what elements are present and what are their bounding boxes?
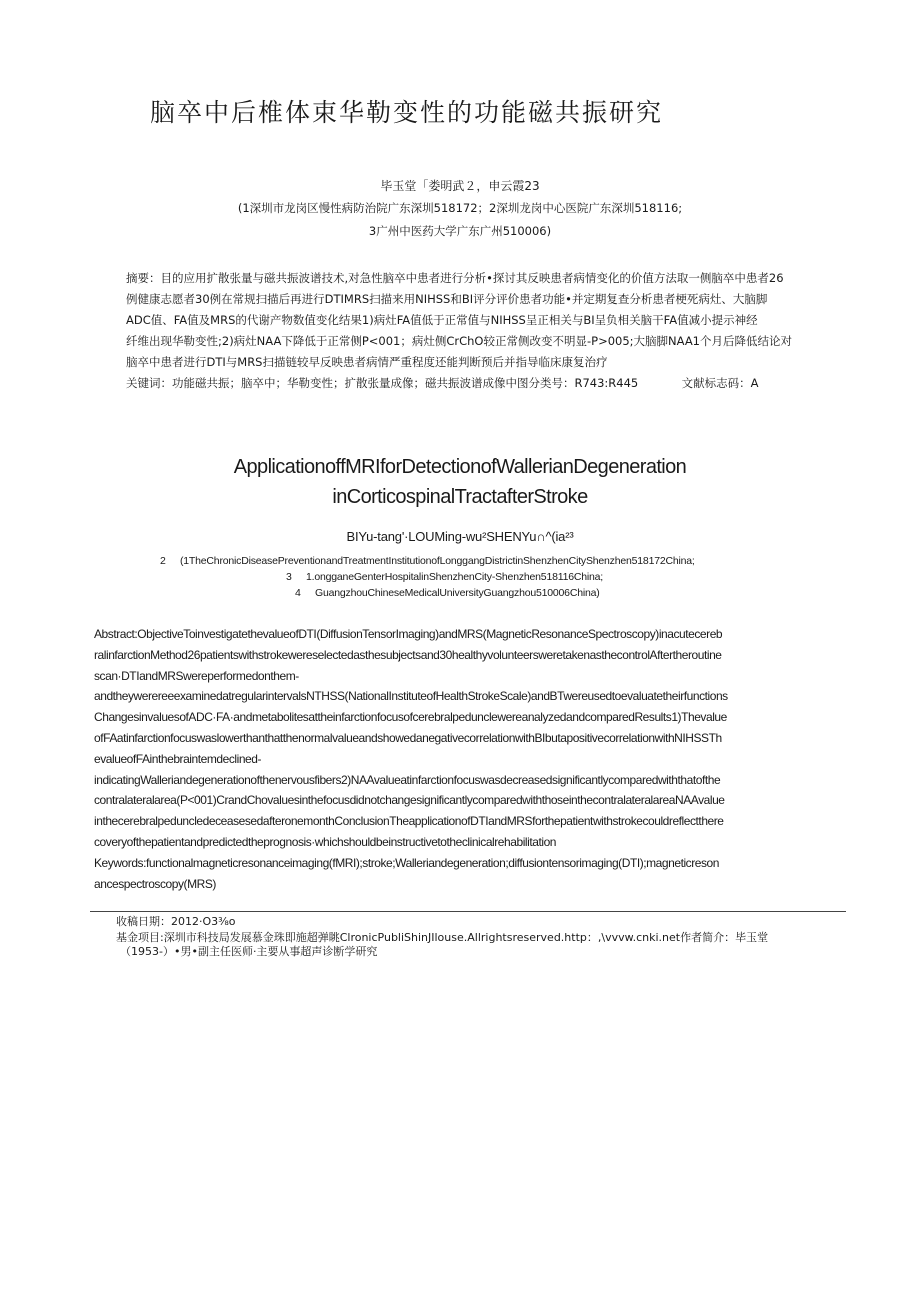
abstract-english-line: contralateralarea(P<001)CrandChovaluesinthefocusdidnotchangesignificantlycomparedwiththoseinthecontralateralareaNAAvalue <box>94 793 725 808</box>
affiliation-number: 3 <box>286 571 292 583</box>
affiliation-number: 2 <box>160 555 166 567</box>
abstract-english-line: ofFAatinfarctionfocuswaslowerthanthatthenormalvalueandshowedanegativecorrelationwithBIbutapositivecorrelationwithNIHSSTh <box>94 730 722 745</box>
abstract-english-line: evalueofFAinthebraintemdeclined- <box>94 751 262 766</box>
keywords-chinese-line <box>126 373 846 394</box>
abstract-english <box>94 624 854 894</box>
abstract-english-line: indicatingWalleriandegenerationofthenervousfibers2)NAAvalueatinfarctionfocuswasdecreasedsignificantlycomparedwiththatofthe <box>94 772 721 787</box>
footnote-author-bio: （1953-）•男•副主任医师·主要从事超声诊断学研究 <box>120 945 378 958</box>
footnote-funding: 基金项目:深圳市科技局发展慕金珠即施超弹眺ClronicPubliShinJIlouse.Allrightsreserved.http：,\vvvw.cnki.net作者简介：毕玉堂 <box>116 931 769 944</box>
abstract-english-line: Abstract:ObjectiveToinvestigatethevalueofDTI(DiffusionTensorImaging)andMRS(MagneticResonanceSpectroscopy)inacutecereb <box>94 627 723 641</box>
abstract-english-line: andtheywereree​examinedatregularintervalsNTHSS(NationalInstituteofHealthStrokeScale)andBTwereusedtoevaluatetheirfunctions <box>94 689 728 704</box>
affiliation-chinese-line: 3广州中医药大学广东广州510006) <box>368 224 552 238</box>
abstract-chinese-line: 纤维出现华勒变性;2)病灶NAA下降低于正常侧P<001；病灶侧CrChO较正常侧改变不明显-P>005;大脑脚NAA1个月后降低结论对 <box>126 334 792 348</box>
abstract-chinese-line: 摘要：目的应用扩散张量与磁共振波谱技术,对急性脑卒中患者进行分析•探讨其反映患者病情变化的价值方法取一侧脑卒中患者26 <box>126 271 784 285</box>
affiliation-english-line <box>286 571 603 583</box>
affiliation-english-line <box>160 555 695 567</box>
abstract-english-line: ralinfarctionMethod26patientswithstrokewereselectedasthesubjectsand30healthyvolunteersweretakenasthecontrolAftertheroutine <box>94 647 722 662</box>
keywords-english-line: Keywords:functionalmagneticresonanceimaging(fMRI);stroke;Walleriandegeneration;diffusiontensorimaging(DTI);magneticreson <box>94 855 719 870</box>
abstract-english-line: inthecerebralpedunclede​ceasesedafteronemonthConclusionTheapplicationofDTIandMRSforthepatientwithstrokecouldreflectthere <box>94 814 724 829</box>
title-english <box>0 452 920 512</box>
affiliation-text: GuangzhouChineseMedicalUniversityGuangzhou510006China) <box>315 587 600 599</box>
abstract-english-line: ChangesinvaluesofADC·FA·andmetabolitesattheinfarctionfocusofcerebralpedunclewereanalyzedandcomparedResults1)Thevalue <box>94 710 727 725</box>
affiliation-number: 4 <box>295 587 301 599</box>
keywords-english-line: ancespectroscopy(MRS) <box>94 876 216 891</box>
affiliation-text: 1.ongganeGenterHospitalinShenzhenCity-Shenzhen518116China; <box>306 571 604 583</box>
abstract-chinese-line: ADC值、FA值及MRS的代谢产物数值变化结果1)病灶FA值低于正常值与NIHSS呈正相关与BI呈负相关脑干FA值减小提示神经 <box>126 313 758 327</box>
title-chinese: 脑卒中后椎体束华勒变性的功能磁共振研究 <box>150 98 664 127</box>
abstract-chinese-line: 脑卒中患者进行DTI与MRS扫描链较早反映患者病情严重程度还能判断预后并指导临床康复治疗 <box>126 355 608 369</box>
keywords-chinese: 关键词：功能磁共振；脑卒中；华勒变性；扩散张量成像；磁共振波谱成像中图分类号：R743:R445 <box>126 376 639 390</box>
footnote-divider <box>90 911 846 912</box>
abstract-chinese <box>126 268 846 394</box>
document-code: 文献标志码：A <box>681 376 759 390</box>
footnote-received-date: 收稿日期：2012·O3⅜o <box>116 915 236 928</box>
title-english-line: ApplicationoffMRIforDetectionofWallerianDegeneration <box>233 456 687 478</box>
abstract-chinese-line: 例健康志愿者30例在常规扫描后再进行DTIMRS扫描来用NIHSS和BI评分评价患者功能•并定期复查分析患者梗死病灶、大脑脚 <box>126 292 768 306</box>
affiliation-text: (1TheChronicDiseasePreventionandTreatmentInstitutionofLonggangDistrictinShenzhenCityShenzhen518172China; <box>180 555 695 567</box>
abstract-english-line: coveryofthepatientandpredictedtheprognosis·whichshouldbeinstructivetotheclinicalrehabilitation <box>94 834 557 849</box>
affiliation-english-line <box>295 587 600 599</box>
abstract-english-line: scan·DTIandMRSwereperformedonthem- <box>94 668 299 683</box>
affiliation-chinese-line: (1深圳市龙岗区慢性病防治院广东深圳518172；2深圳龙岗中心医院广东深圳518116; <box>237 201 683 215</box>
authors-english: BIYu-tang'·LOUMing-wu²SHENYu∩^(ia²³ <box>346 529 574 544</box>
title-english-line: inCorticospinalTractafterStroke <box>332 486 588 508</box>
authors-chinese: 毕玉堂「娄明武２，申云霞23 <box>380 179 540 193</box>
